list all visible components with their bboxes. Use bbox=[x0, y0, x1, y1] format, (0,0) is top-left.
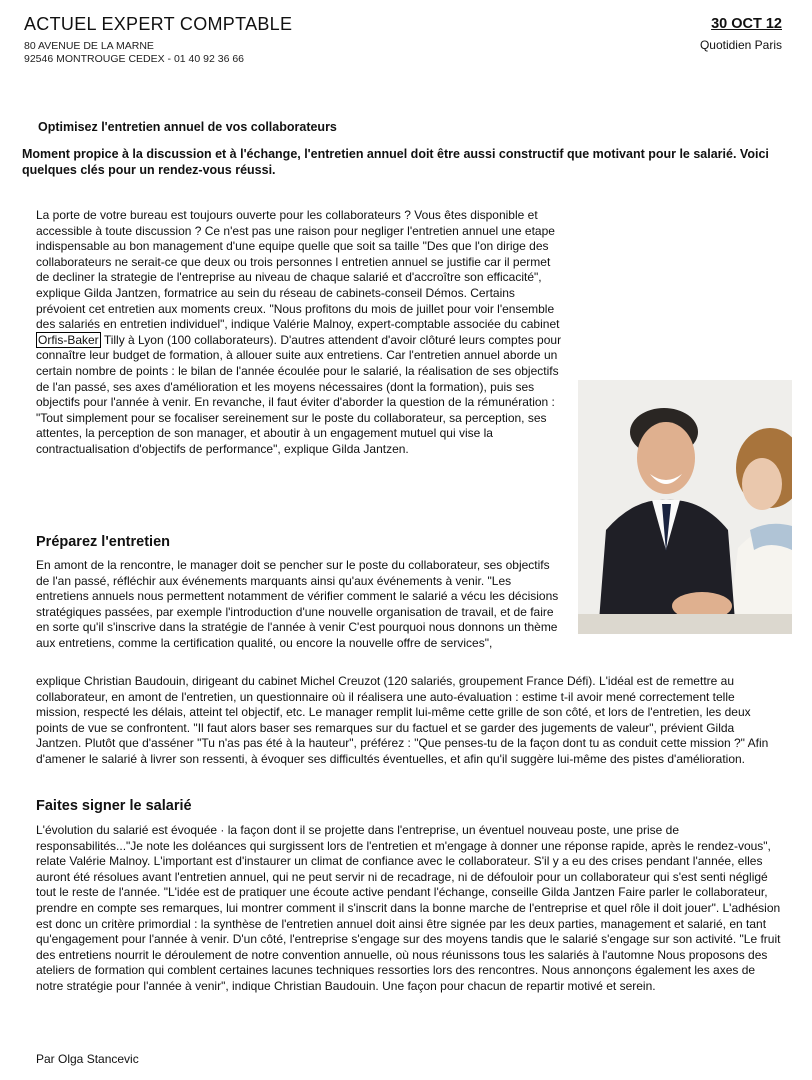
prepare-paragraph-part2: explique Christian Baudouin, dirigeant du cabinet Michel Creuzot (120 salariés, groupement France Défi). L'idéal est de remettre au collaborateur, en amont de l'entretien, un questionnaire où il réalisera une auto-évaluation : estime t-il avoir mené correctement telle mission, respecté les délais, atteint tel objectif, etc. Le manager remplit lui-même cette grille de son côté, et lors de l'entretien, les deux points de vue se confrontent. "Il faut alors baser ses remarques sur du factuel et se garder des jugements de valeur", prévient Gilda Jantzen. Plutôt que d'asséner "Tu n'as pas été à la hauteur", préférez : "Que penses-tu de la façon dont tu as conduit cette mission ?" Afin d'amener le salarié à livrer son ressenti, à évoquer ses difficultés éventuelles, et afin qu'il suggère lui-même des pistes d'amélioration. bbox=[36, 674, 769, 766]
prepare-paragraph-part1: En amont de la rencontre, le manager doit se pencher sur le poste du collaborateur, ses objectifs de l'an passé, réfléchir aux événements marquants ainsi qu'aux événements à venir. "Les entretiens annuels nous permettent notamment de vérifier comment le salarié a vécu les décisions stratégiques passées, par exemple l'introduction d'une nouvelle organisation de travail, et de faire en sorte qu'il s'inscrive dans la stratégie de l'année à venir C'est pourquoi nous donnons un thème aux entretiens, comme la certification qualité, ou encore la nouvelle offre de services", bbox=[36, 558, 559, 650]
section-heading-sign: Faites signer le salarié bbox=[36, 798, 192, 814]
article-header bbox=[22, 108, 790, 178]
publication-address bbox=[24, 40, 244, 66]
photo-illustration bbox=[578, 380, 792, 634]
intro-text-part1: La porte de votre bureau est toujours ouverte pour les collaborateurs ? Vous êtes disponible et accessible à toute discussion ? Ce n'est pas une raison pour negliger l'entretien annuel une etape indispensable au bon management d'une equipe quelle que soit sa taille "Des que l'on dirige des collaborateurs ne serait-ce que deux ou trois personnes l entretien annuel se justifie car il permet de decliner la strategie de l'entreprise au niveau de chaque salarié et d'accroître son efficacité", explique Gilda Jantzen, formatrice au sein du réseau de cabinets-conseil Démos. Certains prévoient cet entretien aux moments creux. "Nous profitons du mois de juillet pour voir l'ensemble des salariés en entretien individuel", indique Valérie Malnoy, expert-comptable associée du cabinet bbox=[36, 208, 560, 332]
intro-text-part2: Tilly à Lyon (100 collaborateurs). D'autres attendent d'avoir clôturé leurs comptes pour connaître leur budget de formation, à allouer suite aux entretiens. Car l'entretien annuel aborde un certain nombre de points : le bilan de l'année écoulée pour le salarié, la réalisation de ses objectifs de l'an passé, ses axes d'amélioration et les moyens nécessaires (dont la formation), puis ses objectifs pour l'année à venir. En revanche, il faut éviter d'aborder la question de la rémunération : "Tout simplement pour se focaliser sereinement sur le poste du collaborateur, sa perception, ses attentes, la perception de son manager, et aboutir à un engagement mutuel qui vise la contractualisation d'objectifs de performance", explique Gilda Jantzen. bbox=[36, 332, 562, 456]
section-heading-prepare: Préparez l'entretien bbox=[36, 534, 170, 550]
highlighted-company-name: Orfis-Baker bbox=[38, 332, 99, 347]
address-line-1: 80 AVENUE DE LA MARNE bbox=[24, 40, 154, 52]
business-meeting-photo bbox=[578, 380, 792, 634]
article-lead: Moment propice à la discussion et à l'échange, l'entretien annuel doit être aussi constructif que motivant pour le salarié. Voici quelques clés pour un rendez-vous réussi. bbox=[22, 147, 769, 177]
publication-frequency: Quotidien Paris bbox=[699, 38, 782, 52]
publication-date: 30 OCT 12 bbox=[711, 16, 782, 32]
publication-name: ACTUEL EXPERT COMPTABLE bbox=[24, 14, 293, 34]
press-clipping-header bbox=[24, 14, 782, 74]
article-title: Optimisez l'entretien annuel de vos collaborateurs bbox=[38, 120, 337, 134]
intro-paragraph bbox=[36, 208, 564, 458]
sign-paragraph: L'évolution du salarié est évoquée · la façon dont il se projette dans l'entreprise, un éventuel nouveau poste, une prise de responsabilités..."Je note les doléances qui surgissent lors de l'entretien et m'engage à donner une réponse rapide, après le rendez-vous", relate Valérie Malnoy. L'important est d'instaurer un climat de confiance avec le collaborateur. S'il y a eu des crises pendant l'année, elles auront été résolues avant l'entretien annuel, qui ne peut servir ni de recadrage, ni de défouloir pour un collaborateur qui s'est senti négligé tout le reste de l'année. "L'idée est de pratiquer une écoute active pendant l'échange, conseille Gilda Jantzen Faire parler le collaborateur, prendre en compte ses remarques, lui montrer comment il s'inscrit dans la bonne marche de l'entreprise et quel rôle il doit jouer". L'adhésion est donc un critère primordial : la synthèse de l'entretien annuel doit ainsi être signée par les deux parties, management et salarié, en tant qu'engagement pour l'année à venir. D'un côté, l'entreprise s'engage sur des moyens tandis que le salarié s'engage sur son activité. "Le fruit des entretiens nourrit le déroulement de notre convention annuelle, où nous réunissons tous les salariés à l'automne Nous proposons des ateliers de formation qui comblent certaines lacunes techniques ressorties lors des rencontres. Nous annonçons également les axes de notre stratégie pour l'année à venir", indique Christian Baudouin. Une façon pour chacun de repartir motivé et serein. bbox=[36, 823, 781, 993]
article-byline: Par Olga Stancevic bbox=[36, 1052, 139, 1066]
address-line-2: 92546 MONTROUGE CEDEX - 01 40 92 36 66 bbox=[24, 53, 245, 65]
